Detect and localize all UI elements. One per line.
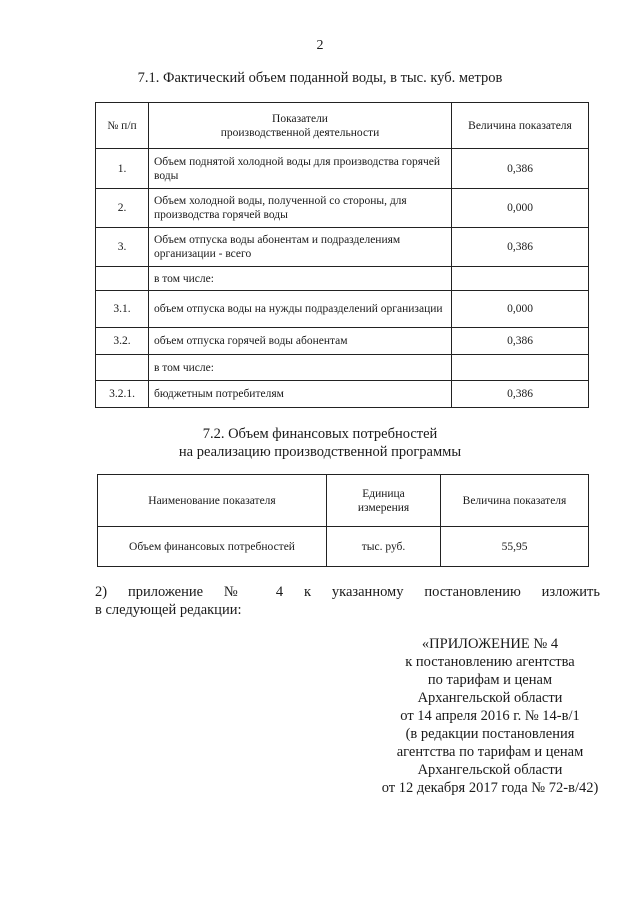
header-value: Величина показателя bbox=[441, 475, 589, 527]
appendix-line: по тарифам и ценам bbox=[427, 672, 553, 688]
table-row bbox=[96, 149, 589, 189]
header-num: № п/п bbox=[96, 103, 149, 149]
row-text: Объем отпуска воды абонентам и подразделениям организации - всего bbox=[149, 228, 452, 267]
row-num: 2. bbox=[96, 189, 149, 228]
row-num bbox=[96, 355, 149, 381]
header-name: Наименование показателя bbox=[98, 475, 327, 527]
row-value: 55,95 bbox=[441, 527, 589, 567]
row-value bbox=[452, 355, 589, 381]
table-row bbox=[96, 328, 589, 355]
header-indicator-line2: производственной деятельности bbox=[220, 126, 380, 139]
table-row bbox=[98, 527, 589, 567]
appendix-line: (в редакции постановления bbox=[405, 726, 575, 742]
row-text: объем отпуска горячей воды абонентам bbox=[149, 328, 452, 355]
section-7-2-title-line1: 7.2. Объем финансовых потребностей bbox=[202, 426, 438, 442]
row-value: 0,386 bbox=[452, 381, 589, 408]
row-num: 3.2. bbox=[96, 328, 149, 355]
table-header-row bbox=[96, 103, 589, 149]
row-text: Объем поднятой холодной воды для производства горячей воды bbox=[149, 149, 452, 189]
row-num: 3.2.1. bbox=[96, 381, 149, 408]
header-value: Величина показателя bbox=[452, 103, 589, 149]
row-value: 0,000 bbox=[452, 189, 589, 228]
table-header-row bbox=[98, 475, 589, 527]
row-value: 0,386 bbox=[452, 228, 589, 267]
section-7-2-title-line2: на реализацию производственной программы bbox=[178, 444, 462, 460]
appendix-header-block bbox=[330, 635, 640, 797]
row-text: объем отпуска воды на нужды подразделений организации bbox=[149, 291, 452, 328]
row-num bbox=[96, 267, 149, 291]
header-unit-line1: Единица bbox=[362, 487, 405, 500]
header-indicator bbox=[149, 103, 452, 149]
header-unit-line2: измерения bbox=[357, 501, 410, 514]
row-value: 0,000 bbox=[452, 291, 589, 328]
row-text: в том числе: bbox=[149, 267, 452, 291]
header-indicator-line1: Показатели bbox=[272, 112, 328, 125]
appendix-line: от 14 апреля 2016 г. № 14-в/1 bbox=[400, 708, 580, 724]
table-row bbox=[96, 267, 589, 291]
table-row bbox=[96, 355, 589, 381]
row-name: Объем финансовых потребностей bbox=[98, 527, 327, 567]
header-unit bbox=[327, 475, 441, 527]
row-text: бюджетным потребителям bbox=[149, 381, 452, 408]
appendix-line: к постановлению агентства bbox=[405, 654, 575, 670]
paragraph-line2: в следующей редакции: bbox=[95, 602, 242, 618]
row-value bbox=[452, 267, 589, 291]
row-value: 0,386 bbox=[452, 328, 589, 355]
paragraph-line1: 2) приложение № 4 к указанному постановлению изложить bbox=[95, 584, 600, 600]
table-row bbox=[96, 291, 589, 328]
table-row bbox=[96, 381, 589, 408]
row-text: Объем холодной воды, полученной со стороны, для производства горячей воды bbox=[149, 189, 452, 228]
appendix-line: Архангельской области bbox=[417, 762, 563, 778]
row-num: 3. bbox=[96, 228, 149, 267]
appendix-line: агентства по тарифам и ценам bbox=[396, 744, 584, 760]
financial-needs-table bbox=[97, 474, 589, 567]
table-row bbox=[96, 189, 589, 228]
row-text: в том числе: bbox=[149, 355, 452, 381]
section-7-1-title: 7.1. Фактический объем поданной воды, в тыс. куб. метров bbox=[137, 70, 503, 86]
row-num: 1. bbox=[96, 149, 149, 189]
appendix-line: «ПРИЛОЖЕНИЕ № 4 bbox=[421, 636, 559, 652]
row-value: 0,386 bbox=[452, 149, 589, 189]
water-volume-table bbox=[95, 102, 589, 408]
row-num: 3.1. bbox=[96, 291, 149, 328]
table-row bbox=[96, 228, 589, 267]
appendix-line: от 12 декабря 2017 года № 72-в/42) bbox=[381, 780, 599, 796]
section-7-2-title bbox=[0, 425, 640, 461]
appendix-line: Архангельской области bbox=[417, 690, 563, 706]
page-number: 2 bbox=[316, 38, 324, 53]
row-unit: тыс. руб. bbox=[327, 527, 441, 567]
